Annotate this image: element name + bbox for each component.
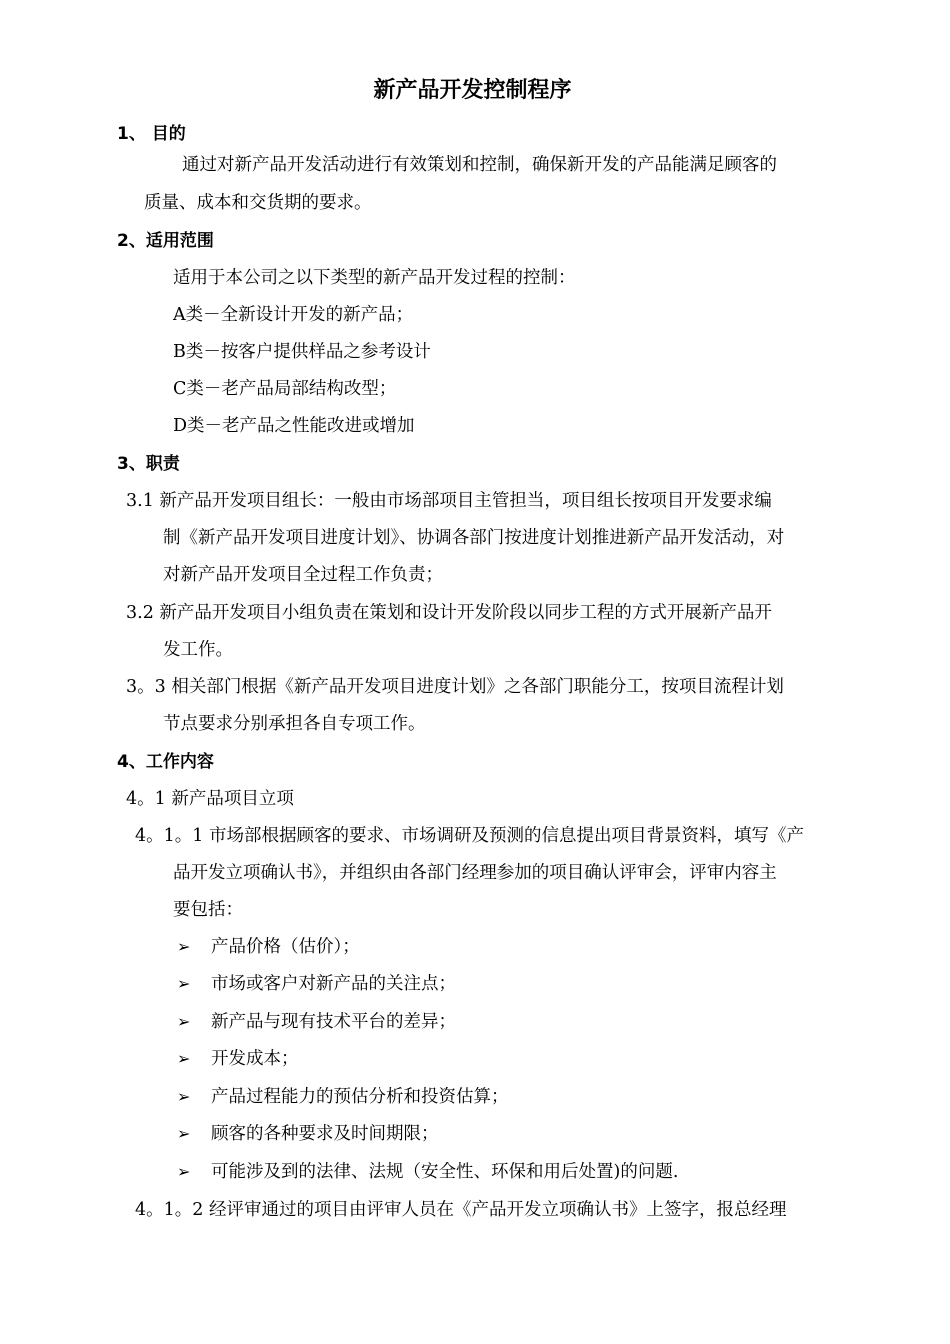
duty-3-1-line-1: 3.1 新产品开发项目组长：一般由市场部项目主管担当，项目组长按项目开发要求编: [126, 491, 772, 511]
duty-3-3-line-2: 节点要求分别承担各自专项工作。: [163, 714, 426, 734]
scope-item-a: A类－全新设计开发的新产品；: [173, 305, 414, 325]
arrow-bullet-icon: ➢: [177, 1049, 191, 1068]
arrow-bullet-icon: ➢: [177, 1162, 191, 1181]
section-2-intro: 适用于本公司之以下类型的新产品开发过程的控制：: [173, 268, 576, 288]
arrow-bullet-icon: ➢: [177, 937, 191, 956]
duty-3-2-line-1: 3.2 新产品开发项目小组负责在策划和设计开发阶段以同步工程的方式开展新产品开: [126, 603, 772, 623]
review-item: 顾客的各种要求及时间期限；: [211, 1124, 439, 1144]
review-item: 产品价格（估价）；: [211, 937, 360, 957]
clause-4-1-1-line-1: 4。1。1 市场部根据顾客的要求、市场调研及预测的信息提出项目背景资料，填写《产: [135, 826, 804, 846]
duty-3-2-line-2: 发工作。: [163, 640, 233, 660]
scope-item-c: C类－老产品局部结构改型；: [173, 379, 397, 399]
duty-3-1-line-3: 对新产品开发项目全过程工作负责；: [163, 565, 443, 585]
clause-4-1-1-line-3: 要包括：: [173, 900, 243, 920]
review-item: 市场或客户对新产品的关注点；: [211, 974, 456, 994]
arrow-bullet-icon: ➢: [177, 1012, 191, 1031]
review-item: 新产品与现有技术平台的差异；: [211, 1012, 456, 1032]
clause-4-1-2-line-1: 4。1。2 经评审通过的项目由评审人员在《产品开发立项确认书》上签字，报总经理: [135, 1200, 787, 1220]
review-item: 开发成本；: [211, 1049, 299, 1069]
section-1-paragraph-line-1: 通过对新产品开发活动进行有效策划和控制，确保新开发的产品能满足顾客的: [182, 155, 777, 175]
scope-item-d: D类－老产品之性能改进或增加: [173, 416, 415, 436]
section-1-heading: 1、 目的: [117, 124, 186, 144]
arrow-bullet-icon: ➢: [177, 1087, 191, 1106]
subsection-4-1-heading: 4。1 新产品项目立项: [126, 789, 294, 809]
section-2-heading: 2、适用范围: [117, 231, 214, 251]
section-4-heading: 4、工作内容: [117, 752, 214, 772]
review-item: 可能涉及到的法律、法规（安全性、环保和用后处置)的问题.: [211, 1162, 679, 1182]
arrow-bullet-icon: ➢: [177, 1124, 191, 1143]
section-3-heading: 3、职责: [117, 454, 180, 474]
section-1-paragraph-line-2: 质量、成本和交货期的要求。: [144, 193, 372, 213]
review-item: 产品过程能力的预估分析和投资估算；: [211, 1087, 509, 1107]
clause-4-1-1-line-2: 品开发立项确认书》，并组织由各部门经理参加的项目确认评审会，评审内容主: [173, 863, 777, 883]
duty-3-3-line-1: 3。3 相关部门根据《新产品开发项目进度计划》之各部门职能分工，按项目流程计划: [126, 677, 784, 697]
document-title: 新产品开发控制程序: [373, 78, 572, 103]
duty-3-1-line-2: 制《新产品开发项目进度计划》、协调各部门按进度计划推进新产品开发活动，对: [163, 528, 785, 548]
arrow-bullet-icon: ➢: [177, 974, 191, 993]
scope-item-b: B类－按客户提供样品之参考设计: [173, 342, 431, 362]
